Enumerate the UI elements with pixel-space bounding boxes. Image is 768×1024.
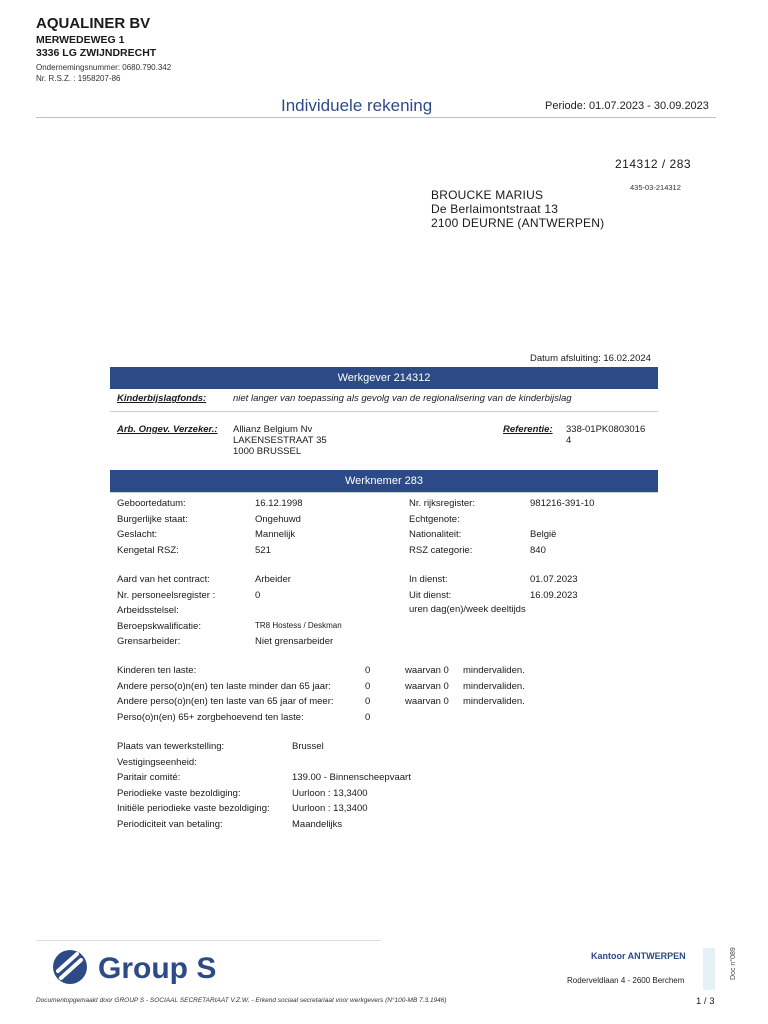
footer-rule (36, 940, 381, 941)
dependent-label: Andere perso(o)n(en) ten laste minder dan 65 jaar: (117, 680, 331, 692)
dependent-waarvan: waarvan 0 (405, 680, 449, 692)
employee-field-value: 981216-391-10 (530, 498, 595, 509)
employee-field-value: 840 (530, 544, 546, 556)
work-field-label: Vestigingseenheid: (117, 756, 197, 768)
recipient-street: De Berlaimontstraat 13 (431, 202, 559, 216)
employee-field-value: België (530, 529, 557, 540)
work-field-label: Paritair comité: (117, 772, 181, 783)
contract-field-value: 01.07.2023 (530, 574, 578, 585)
document-code: Doc n°089 (730, 947, 737, 980)
dependent-waarvan: waarvan 0 (405, 665, 449, 676)
recipient-reference: 214312 / 283 (615, 157, 692, 171)
insurer-name: Allianz Belgium Nv (233, 424, 313, 435)
reference-value: 338-01PK0803016 (566, 424, 646, 435)
closing-date: Datum afsluiting: 16.02.2024 (530, 353, 651, 364)
work-field-value: Maandelijks (292, 818, 343, 830)
kinderbijslag-label: Kinderbijslagfonds: (117, 393, 207, 404)
period: Periode: 01.07.2023 - 30.09.2023 (545, 100, 709, 112)
contract-field-label: Uit dienst: (409, 589, 452, 601)
company-name: AQUALINER BV (36, 15, 151, 32)
dependent-count: 0 (365, 711, 371, 723)
footnote: Documentopgemaakt door GROUP S - SOCIAAL SECRETARIAAT V.Z.W. - Erkend sociaal secretariaat voor werkgevers (N°100-MB 7.3.1946) (36, 997, 447, 1004)
group-s-logo-text: Group S (98, 952, 217, 985)
page-number: 1 / 3 (696, 996, 715, 1007)
employee-field-label: Nationaliteit: (409, 529, 462, 540)
company-city: 3336 LG ZWIJNDRECHT (36, 47, 157, 59)
dependent-suffix: mindervaliden. (463, 665, 525, 676)
work-field-value: 139.00 - Binnenscheepvaart (292, 772, 411, 783)
employee-field-value: 16.12.1998 (255, 498, 303, 509)
contract-field-label: Nr. personeelsregister : (117, 589, 216, 601)
company-street: MERWEDEWEG 1 (36, 34, 125, 46)
employee-field-label: Geslacht: (117, 529, 158, 540)
contract-field-value: Arbeider (255, 574, 291, 585)
rsz-number: Nr. R.S.Z. : 1958207-86 (36, 74, 121, 83)
recipient-name: BROUCKE MARIUS (431, 188, 544, 202)
contract-field-label: Arbeidsstelsel: (117, 605, 179, 616)
employee-field-label: Kengetal RSZ: (117, 544, 179, 556)
contract-field-label: Beroepskwalificatie: (117, 620, 201, 632)
work-field-value: Uurloon : 13,3400 (292, 803, 368, 814)
employee-header: Werknemer 283 (110, 470, 658, 492)
contract-field-value: 0 (255, 589, 261, 601)
dependent-count: 0 (365, 680, 371, 692)
contract-field-value: 16.09.2023 (530, 589, 578, 601)
dependent-suffix: mindervaliden. (463, 696, 525, 707)
contract-field-label: Aard van het contract: (117, 574, 210, 585)
group-s-logo (50, 944, 240, 990)
divider (110, 411, 658, 412)
footer-accent-bar (703, 948, 715, 990)
group-s-logo-mark (53, 950, 87, 984)
document-title: Individuele rekening (281, 96, 433, 115)
work-field-value: Brussel (292, 741, 324, 752)
dependent-label: Perso(o)n(en) 65+ zorgbehoevend ten laste: (117, 711, 304, 723)
dependent-count: 0 (365, 696, 371, 707)
employee-field-label: Geboortedatum: (117, 498, 186, 509)
work-field-value: Uurloon : 13,3400 (292, 787, 368, 799)
dependent-label: Andere perso(o)n(en) ten laste van 65 jaar of meer: (117, 696, 334, 707)
insurer-city: 1000 BRUSSEL (233, 446, 302, 457)
reference-label: Referentie: (503, 424, 553, 435)
employee-field-value: Ongehuwd (255, 513, 301, 525)
office-address: Roderveldlaan 4 - 2600 Berchem (567, 976, 685, 985)
dependent-waarvan: waarvan 0 (405, 696, 449, 707)
header-rule (36, 117, 716, 118)
reference-value-cont: 4 (566, 435, 572, 446)
recipient-city: 2100 DEURNE (ANTWERPEN) (431, 216, 605, 230)
employee-field-label: Nr. rijksregister: (409, 498, 475, 509)
enterprise-number: Ondernemingsnummer: 0680.790.342 (36, 63, 172, 72)
employee-field-label: Burgerlijke staat: (117, 513, 188, 525)
insurer-street: LAKENSESTRAAT 35 (233, 435, 327, 446)
work-field-label: Initiële periodieke vaste bezoldiging: (117, 803, 270, 814)
employee-field-value: 521 (255, 544, 271, 556)
employee-field-label: RSZ categorie: (409, 544, 473, 556)
work-regime: uren dag(en)/week deeltijds (409, 604, 526, 615)
dependent-count: 0 (365, 665, 371, 676)
divider (110, 492, 658, 493)
employer-header: Werkgever 214312 (110, 367, 658, 389)
dependent-suffix: mindervaliden. (463, 680, 525, 692)
office-name: Kantoor ANTWERPEN (591, 951, 686, 961)
contract-field-label: Grensarbeider: (117, 636, 181, 647)
contract-field-label: In dienst: (409, 574, 448, 585)
dependent-label: Kinderen ten laste: (117, 665, 197, 676)
work-field-label: Periodiciteit van betaling: (117, 818, 223, 830)
insurer-label: Arb. Ongev. Verzeker.: (117, 424, 218, 435)
contract-field-value: TR8 Hostess / Deskman (255, 620, 342, 630)
employee-field-value: Mannelijk (255, 529, 296, 540)
work-field-label: Periodieke vaste bezoldiging: (117, 787, 241, 799)
work-field-label: Plaats van tewerkstelling: (117, 741, 225, 752)
contract-field-value: Niet grensarbeider (255, 636, 334, 647)
employee-field-label: Echtgenote: (409, 513, 460, 525)
kinderbijslag-value: niet langer van toepassing als gevolg van de regionalisering van de kinderbijslag (233, 393, 572, 404)
recipient-reference-small: 435-03-214312 (630, 183, 681, 192)
